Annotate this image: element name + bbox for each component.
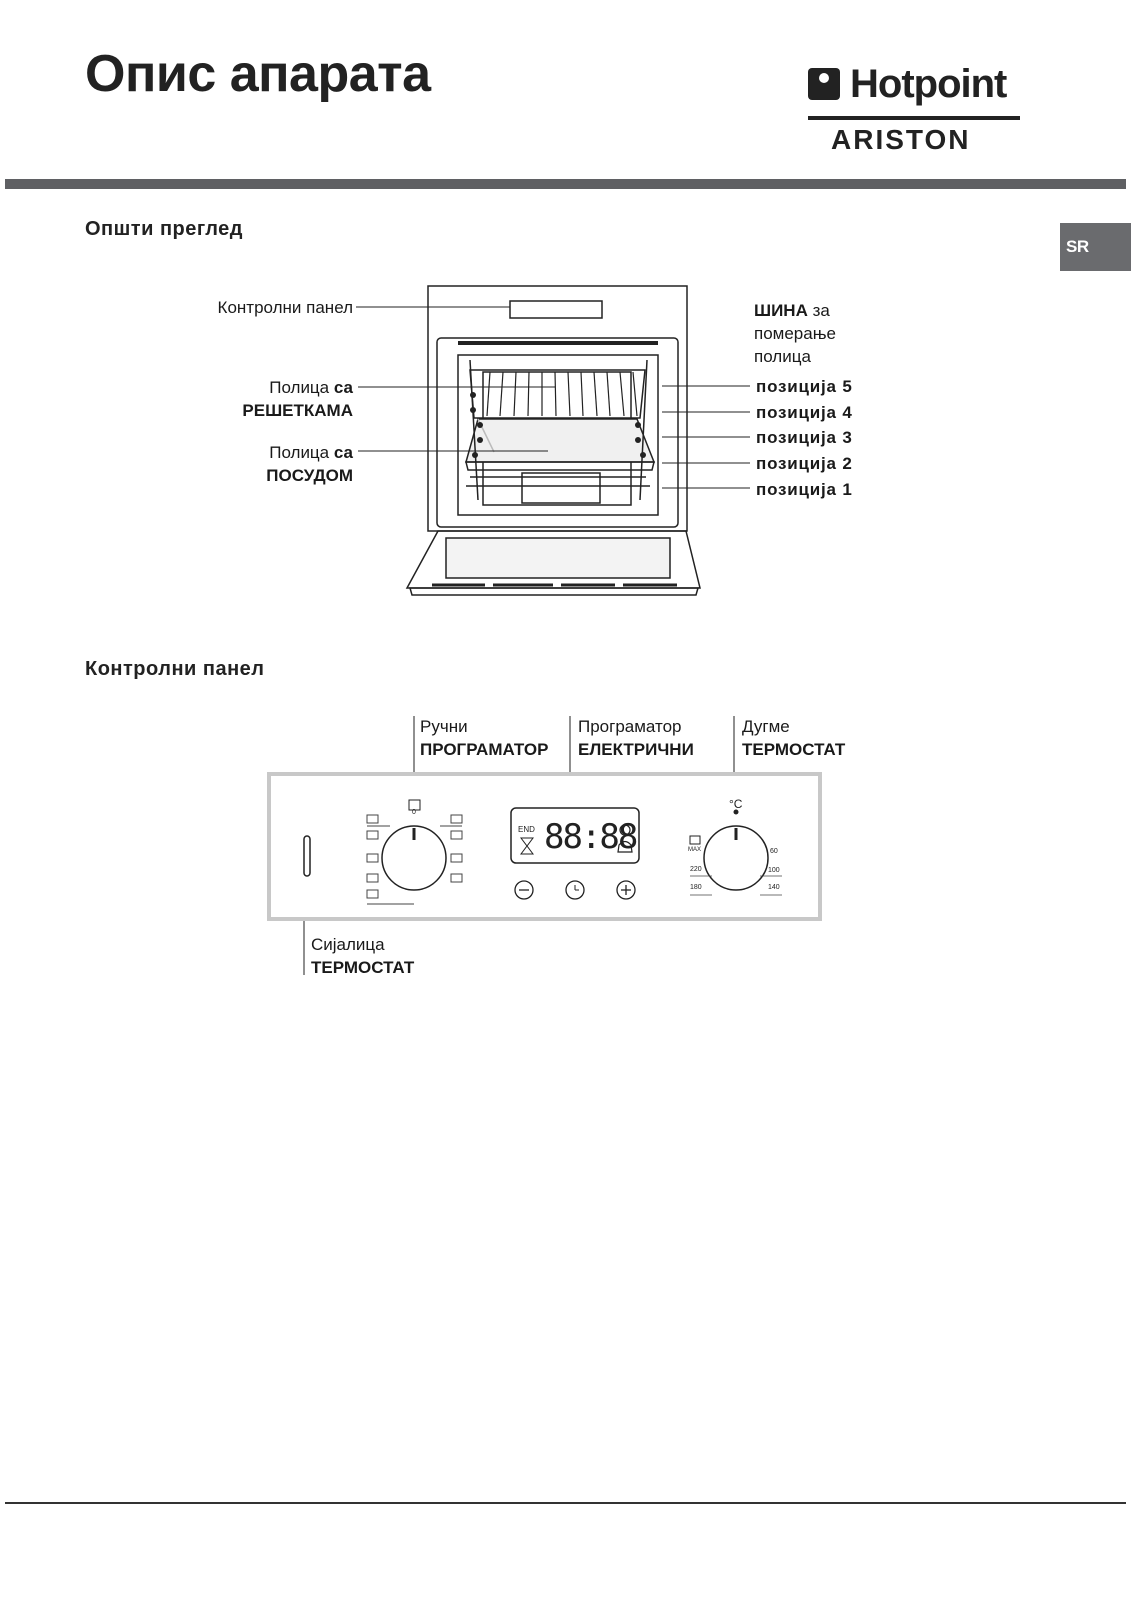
label-position-4: позиција 4 bbox=[756, 403, 853, 422]
label-lamp-line2: ТЕРМОСТАТ bbox=[311, 958, 415, 977]
label-lamp-line1: Сијалица bbox=[311, 935, 385, 954]
footer-line bbox=[5, 1502, 1126, 1504]
overview-heading: Општи преглед bbox=[85, 218, 243, 240]
thermostat-mark-180: 180 bbox=[690, 884, 702, 891]
language-tab: SR bbox=[1060, 223, 1131, 271]
control-panel-heading: Контролни панел bbox=[85, 658, 265, 680]
label-electric-line2: ЕЛЕКТРИЧНИ bbox=[578, 740, 694, 759]
label-grid-shelf-text: Полица bbox=[269, 378, 330, 397]
selector-zero: 0 bbox=[412, 809, 416, 816]
display-digits: 88:88 bbox=[544, 817, 637, 857]
label-rail-rest: за bbox=[812, 301, 830, 320]
label-grid-shelf-name: РЕШЕТКАМА bbox=[242, 401, 353, 420]
label-manual-line1: Ручни bbox=[420, 717, 468, 736]
label-grid-shelf-bold: са bbox=[333, 378, 353, 397]
label-electric-line1: Програматор bbox=[578, 717, 682, 736]
label-control-panel: Контролни панел bbox=[217, 298, 353, 317]
label-rail-bold: ШИНА bbox=[754, 301, 808, 320]
label-thermostat-knob bbox=[742, 715, 845, 761]
label-knob-line2: ТЕРМОСТАТ bbox=[742, 740, 846, 759]
thermostat-mark-60: 60 bbox=[770, 848, 778, 855]
thermostat-mark-100: 100 bbox=[768, 867, 780, 874]
logo-brand: Hotpoint bbox=[850, 62, 1007, 106]
page-title: Опис апарата bbox=[85, 45, 431, 103]
label-rail-line3: полица bbox=[754, 347, 811, 366]
label-tray-shelf-text: Полица bbox=[269, 443, 330, 462]
label-position-1: позиција 1 bbox=[756, 480, 853, 499]
label-position-3: позиција 3 bbox=[756, 428, 853, 447]
label-knob-line1: Дугме bbox=[742, 717, 790, 736]
label-tray-shelf-name: ПОСУДОМ bbox=[266, 466, 353, 485]
thermostat-unit: °C bbox=[729, 797, 743, 811]
label-rail-line2: померање bbox=[754, 324, 836, 343]
label-position-2: позиција 2 bbox=[756, 454, 853, 473]
logo-sub: ARISTON bbox=[831, 124, 971, 155]
thermostat-max: MAX bbox=[688, 847, 702, 853]
thermostat-mark-220: 220 bbox=[690, 866, 702, 873]
label-manual-programmer bbox=[420, 715, 548, 761]
thermostat-mark-140: 140 bbox=[768, 884, 780, 891]
label-electric-programmer bbox=[578, 715, 694, 761]
label-position-5: позиција 5 bbox=[756, 377, 853, 396]
display-end: END bbox=[518, 825, 535, 834]
label-tray-shelf-bold: са bbox=[333, 443, 353, 462]
label-lamp bbox=[311, 933, 414, 979]
label-manual-line2: ПРОГРАМАТОР bbox=[420, 740, 549, 759]
